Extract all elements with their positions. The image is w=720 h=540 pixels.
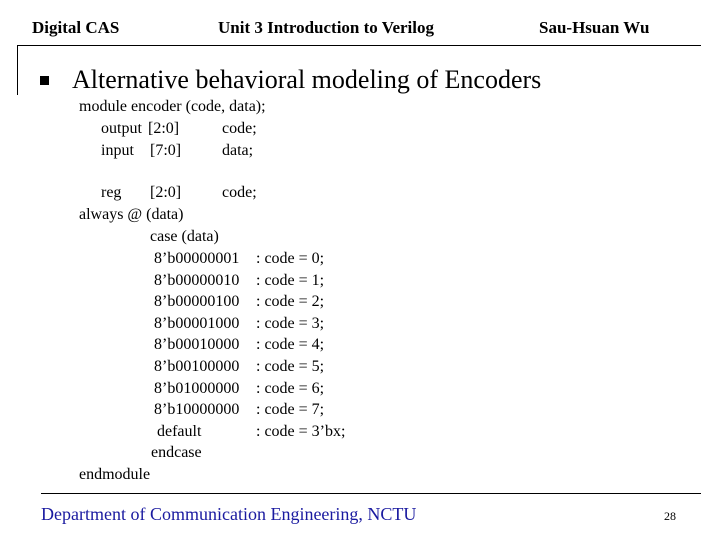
code-endcase-line: endcase <box>151 444 202 462</box>
code-case-statement: : code = 1; <box>256 271 325 289</box>
code-output-range: [2:0] <box>148 120 180 137</box>
code-endmodule-line: endmodule <box>79 466 151 483</box>
header-divider <box>17 45 701 46</box>
left-accent-bar <box>17 45 18 95</box>
code-reg-keyword: reg <box>101 184 122 201</box>
code-case-statement: : code = 3; <box>256 314 325 332</box>
header-author: Sau-Hsuan Wu <box>539 18 650 37</box>
code-default-statement: : code = 3’bx; <box>256 422 346 440</box>
code-case-statement: : code = 0; <box>256 250 325 267</box>
code-case-pattern: 8’b01000000 <box>154 379 240 397</box>
header-course: Digital CAS <box>32 18 120 37</box>
code-case-pattern: 8’b00000010 <box>154 271 240 289</box>
code-always-line: always @ (data) <box>79 206 184 223</box>
code-case-statement: : code = 6; <box>256 379 325 397</box>
code-output-keyword: output <box>101 120 142 137</box>
code-case-statement: : code = 4; <box>256 336 325 354</box>
code-case-pattern: 8’b10000000 <box>154 401 240 419</box>
code-output-name: code; <box>222 120 257 137</box>
page-number: 28 <box>664 509 676 523</box>
code-case-pattern: 8’b00100000 <box>154 358 240 375</box>
footer-divider <box>41 493 701 494</box>
square-bullet-icon <box>40 76 49 85</box>
code-case-statement: : code = 2; <box>256 293 325 311</box>
slide-heading: Alternative behavioral modeling of Encoders <box>72 65 542 94</box>
code-input-keyword: input <box>101 142 134 159</box>
code-module-line: module encoder (code, data); <box>79 98 266 115</box>
code-case-pattern: 8’b00000100 <box>154 293 240 311</box>
code-case-pattern: 8’b00010000 <box>154 336 240 354</box>
code-reg-name: code; <box>222 184 257 201</box>
code-input-name: data; <box>222 142 254 159</box>
code-default-keyword: default <box>157 422 202 440</box>
code-case-statement: : code = 7; <box>256 401 325 419</box>
code-case-statement: : code = 5; <box>256 358 325 375</box>
code-case-pattern: 8’b00000001 <box>154 250 240 267</box>
code-input-range: [7:0] <box>150 142 182 159</box>
code-case-pattern: 8’b00001000 <box>154 314 240 332</box>
header-unit-title: Unit 3 Introduction to Verilog <box>218 18 434 37</box>
code-reg-range: [2:0] <box>150 184 182 201</box>
code-case-line: case (data) <box>150 228 219 245</box>
footer-department: Department of Communication Engineering, NCTU <box>41 504 417 524</box>
